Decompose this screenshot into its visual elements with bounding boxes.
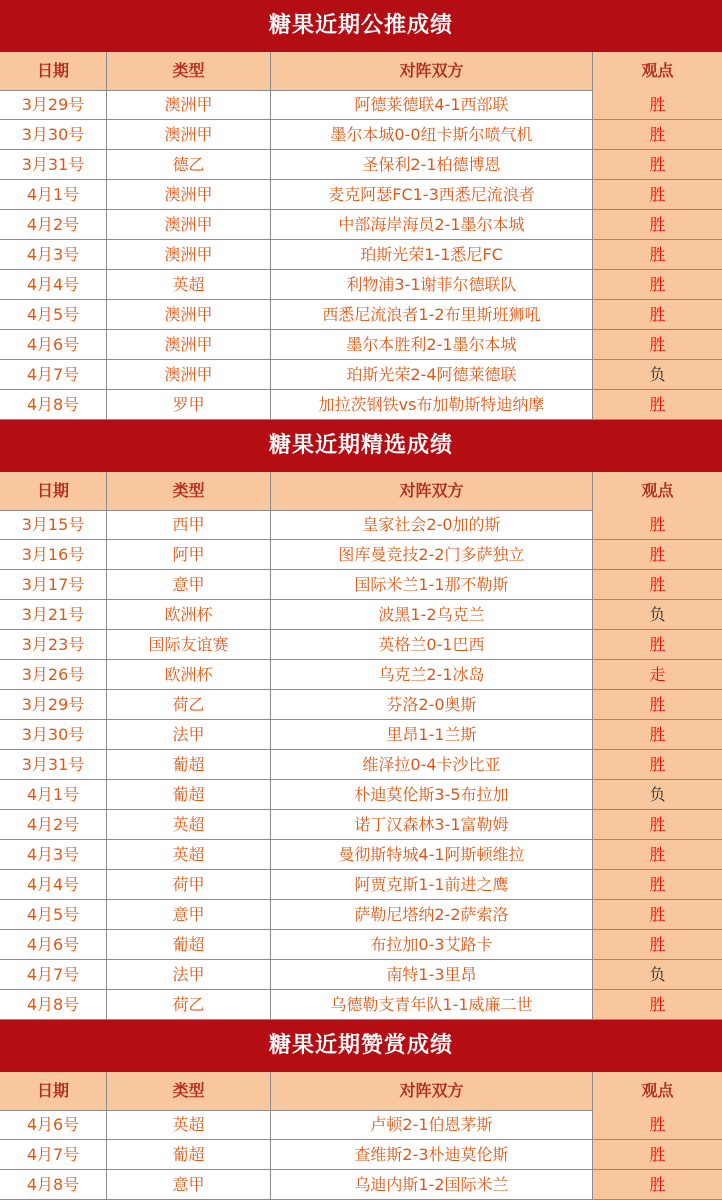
table-row — [0, 870, 722, 900]
header-type: 类型 — [107, 1072, 271, 1111]
cell-result: 胜 — [593, 180, 722, 210]
cell-date: 3月31号 — [0, 750, 107, 780]
cell-result: 负 — [593, 960, 722, 990]
cell-type: 法甲 — [107, 720, 271, 750]
cell-result: 负 — [593, 360, 722, 390]
cell-match: 墨尔本城0-0纽卡斯尔喷气机 — [271, 120, 593, 150]
cell-result: 胜 — [593, 750, 722, 780]
table-row — [0, 960, 722, 990]
cell-date: 3月21号 — [0, 600, 107, 630]
cell-date: 4月3号 — [0, 240, 107, 270]
cell-result: 胜 — [593, 990, 722, 1020]
cell-match: 珀斯光荣2-4阿德莱德联 — [271, 360, 593, 390]
cell-type: 澳洲甲 — [107, 360, 271, 390]
table-row — [0, 750, 722, 780]
cell-type: 澳洲甲 — [107, 180, 271, 210]
cell-match: 诺丁汉森林3-1富勒姆 — [271, 810, 593, 840]
cell-match: 乌克兰2-1冰岛 — [271, 660, 593, 690]
header-match: 对阵双方 — [271, 52, 593, 91]
cell-date: 3月16号 — [0, 540, 107, 570]
header-type: 类型 — [107, 472, 271, 511]
table-row — [0, 840, 722, 870]
cell-type: 葡超 — [107, 780, 271, 810]
cell-match: 乌德勒支青年队1-1威廉二世 — [271, 990, 593, 1020]
cell-type: 澳洲甲 — [107, 330, 271, 360]
table-header — [0, 472, 722, 510]
cell-result: 胜 — [593, 390, 722, 420]
section-title: 糖果近期赞赏成绩 — [0, 1020, 722, 1072]
cell-result: 胜 — [593, 510, 722, 540]
cell-type: 荷乙 — [107, 690, 271, 720]
cell-type: 澳洲甲 — [107, 300, 271, 330]
table-row — [0, 330, 722, 360]
cell-date: 4月1号 — [0, 180, 107, 210]
cell-match: 中部海岸海员2-1墨尔本城 — [271, 210, 593, 240]
cell-match: 南特1-3里昂 — [271, 960, 593, 990]
table-header — [0, 52, 722, 90]
table-row — [0, 1110, 722, 1140]
cell-date: 3月29号 — [0, 90, 107, 120]
cell-match: 维泽拉0-4卡沙比亚 — [271, 750, 593, 780]
cell-match: 波黑1-2乌克兰 — [271, 600, 593, 630]
cell-date: 4月7号 — [0, 1140, 107, 1170]
table-row — [0, 120, 722, 150]
cell-result: 胜 — [593, 690, 722, 720]
cell-date: 3月23号 — [0, 630, 107, 660]
cell-match: 朴迪莫伦斯3-5布拉加 — [271, 780, 593, 810]
table-row — [0, 1170, 722, 1200]
table-row — [0, 630, 722, 660]
cell-result: 胜 — [593, 270, 722, 300]
section-0 — [0, 0, 722, 420]
table-row — [0, 720, 722, 750]
table-row — [0, 570, 722, 600]
cell-result: 胜 — [593, 570, 722, 600]
table-row — [0, 390, 722, 420]
cell-date: 4月2号 — [0, 210, 107, 240]
cell-type: 意甲 — [107, 570, 271, 600]
cell-match: 珀斯光荣1-1悉尼FC — [271, 240, 593, 270]
cell-match: 阿德莱德联4-1西部联 — [271, 90, 593, 120]
cell-result: 负 — [593, 780, 722, 810]
cell-date: 4月7号 — [0, 960, 107, 990]
cell-date: 4月7号 — [0, 360, 107, 390]
cell-match: 圣保利2-1柏德博恩 — [271, 150, 593, 180]
cell-match: 国际米兰1-1那不勒斯 — [271, 570, 593, 600]
cell-type: 荷甲 — [107, 870, 271, 900]
table-header — [0, 1072, 722, 1110]
cell-match: 墨尔本胜利2-1墨尔本城 — [271, 330, 593, 360]
cell-result: 胜 — [593, 930, 722, 960]
table-row — [0, 780, 722, 810]
cell-date: 3月29号 — [0, 690, 107, 720]
cell-result: 胜 — [593, 330, 722, 360]
cell-result: 胜 — [593, 240, 722, 270]
header-date: 日期 — [0, 472, 107, 511]
section-1 — [0, 420, 722, 1020]
cell-result: 胜 — [593, 810, 722, 840]
cell-type: 德乙 — [107, 150, 271, 180]
cell-date: 4月4号 — [0, 870, 107, 900]
cell-type: 英超 — [107, 840, 271, 870]
cell-type: 葡超 — [107, 1140, 271, 1170]
cell-date: 4月1号 — [0, 780, 107, 810]
cell-date: 4月8号 — [0, 390, 107, 420]
cell-date: 4月5号 — [0, 300, 107, 330]
cell-date: 4月4号 — [0, 270, 107, 300]
cell-match: 里昂1-1兰斯 — [271, 720, 593, 750]
cell-type: 英超 — [107, 1110, 271, 1140]
header-type: 类型 — [107, 52, 271, 91]
cell-match: 利物浦3-1谢菲尔德联队 — [271, 270, 593, 300]
cell-match: 乌迪内斯1-2国际米兰 — [271, 1170, 593, 1200]
table-row — [0, 180, 722, 210]
cell-type: 澳洲甲 — [107, 210, 271, 240]
cell-type: 欧洲杯 — [107, 660, 271, 690]
table-row — [0, 210, 722, 240]
table-row — [0, 510, 722, 540]
cell-result: 胜 — [593, 630, 722, 660]
cell-result: 胜 — [593, 720, 722, 750]
table-row — [0, 540, 722, 570]
cell-type: 欧洲杯 — [107, 600, 271, 630]
section-title: 糖果近期精选成绩 — [0, 420, 722, 472]
header-date: 日期 — [0, 52, 107, 91]
cell-type: 西甲 — [107, 510, 271, 540]
cell-match: 图库曼竞技2-2门多萨独立 — [271, 540, 593, 570]
cell-match: 曼彻斯特城4-1阿斯顿维拉 — [271, 840, 593, 870]
cell-match: 布拉加0-3艾路卡 — [271, 930, 593, 960]
cell-match: 皇家社会2-0加的斯 — [271, 510, 593, 540]
cell-type: 葡超 — [107, 750, 271, 780]
cell-result: 胜 — [593, 90, 722, 120]
table-row — [0, 600, 722, 630]
cell-result: 胜 — [593, 300, 722, 330]
cell-result: 胜 — [593, 900, 722, 930]
table-row — [0, 240, 722, 270]
table-row — [0, 900, 722, 930]
cell-date: 4月3号 — [0, 840, 107, 870]
cell-date: 4月6号 — [0, 330, 107, 360]
cell-date: 4月6号 — [0, 930, 107, 960]
cell-result: 走 — [593, 660, 722, 690]
cell-type: 英超 — [107, 270, 271, 300]
cell-result: 负 — [593, 600, 722, 630]
section-title: 糖果近期公推成绩 — [0, 0, 722, 52]
cell-match: 萨勒尼塔纳2-2萨索洛 — [271, 900, 593, 930]
cell-date: 4月8号 — [0, 1170, 107, 1200]
cell-type: 意甲 — [107, 900, 271, 930]
table-row — [0, 360, 722, 390]
table-row — [0, 810, 722, 840]
cell-date: 3月17号 — [0, 570, 107, 600]
cell-match: 西悉尼流浪者1-2布里斯班狮吼 — [271, 300, 593, 330]
header-result: 观点 — [593, 52, 722, 91]
cell-result: 胜 — [593, 1140, 722, 1170]
cell-match: 芬洛2-0奥斯 — [271, 690, 593, 720]
section-2 — [0, 1020, 722, 1200]
cell-result: 胜 — [593, 870, 722, 900]
table-row — [0, 1140, 722, 1170]
header-date: 日期 — [0, 1072, 107, 1111]
cell-type: 澳洲甲 — [107, 120, 271, 150]
cell-match: 加拉茨钢铁vs布加勒斯特迪纳摩 — [271, 390, 593, 420]
table-row — [0, 660, 722, 690]
cell-type: 罗甲 — [107, 390, 271, 420]
cell-result: 胜 — [593, 120, 722, 150]
cell-type: 荷乙 — [107, 990, 271, 1020]
header-result: 观点 — [593, 1072, 722, 1111]
cell-type: 葡超 — [107, 930, 271, 960]
cell-result: 胜 — [593, 840, 722, 870]
cell-date: 3月15号 — [0, 510, 107, 540]
table-row — [0, 90, 722, 120]
cell-type: 澳洲甲 — [107, 240, 271, 270]
header-match: 对阵双方 — [271, 1072, 593, 1111]
cell-date: 3月30号 — [0, 120, 107, 150]
table-row — [0, 930, 722, 960]
cell-match: 卢顿2-1伯恩茅斯 — [271, 1110, 593, 1140]
table-row — [0, 270, 722, 300]
cell-date: 4月6号 — [0, 1110, 107, 1140]
cell-result: 胜 — [593, 150, 722, 180]
cell-type: 阿甲 — [107, 540, 271, 570]
cell-date: 3月26号 — [0, 660, 107, 690]
header-match: 对阵双方 — [271, 472, 593, 511]
cell-date: 4月8号 — [0, 990, 107, 1020]
cell-date: 3月30号 — [0, 720, 107, 750]
table-row — [0, 990, 722, 1020]
cell-match: 麦克阿瑟FC1-3西悉尼流浪者 — [271, 180, 593, 210]
cell-date: 4月2号 — [0, 810, 107, 840]
cell-type: 意甲 — [107, 1170, 271, 1200]
table-row — [0, 300, 722, 330]
cell-match: 英格兰0-1巴西 — [271, 630, 593, 660]
cell-type: 国际友谊赛 — [107, 630, 271, 660]
cell-match: 查维斯2-3朴迪莫伦斯 — [271, 1140, 593, 1170]
cell-date: 3月31号 — [0, 150, 107, 180]
cell-result: 胜 — [593, 540, 722, 570]
table-row — [0, 150, 722, 180]
header-result: 观点 — [593, 472, 722, 511]
cell-result: 胜 — [593, 1170, 722, 1200]
cell-type: 澳洲甲 — [107, 90, 271, 120]
cell-date: 4月5号 — [0, 900, 107, 930]
table-row — [0, 690, 722, 720]
cell-result: 胜 — [593, 1110, 722, 1140]
cell-match: 阿贾克斯1-1前进之鹰 — [271, 870, 593, 900]
cell-result: 胜 — [593, 210, 722, 240]
cell-type: 法甲 — [107, 960, 271, 990]
cell-type: 英超 — [107, 810, 271, 840]
